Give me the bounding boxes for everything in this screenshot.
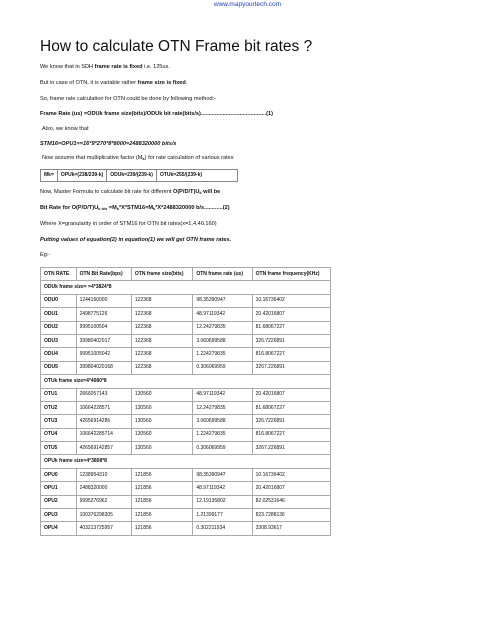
table-cell: 98.35390947 <box>193 294 252 307</box>
table-cell: 3.060699588 <box>193 334 252 347</box>
table-row <box>41 361 331 374</box>
intro-line-2: But in case of OTN, it is variable rather frame size is fixed. <box>40 80 188 86</box>
intro-line-1: We know that in SDH frame rate is fixed i.e. 125us. <box>40 64 170 70</box>
table-section-row <box>41 455 331 468</box>
section-label: OPUk frame size=4*3808*8 <box>41 455 331 468</box>
table-cell: 3.060699588 <box>193 415 252 428</box>
table-cell: 81.68067227 <box>252 401 330 414</box>
table-cell: 81.68067227 <box>252 321 330 334</box>
table-row <box>41 321 331 334</box>
table-cell: 399804020168 <box>76 361 131 374</box>
table-cell: 106642285714 <box>76 428 131 441</box>
putting-values-text: Putting values of equation(2) in equation(1) we will get OTN frame rates. <box>40 237 232 243</box>
table-cell: 130560 <box>131 415 192 428</box>
master-formula-text: Now, Master Formula to calculate bit rate for different $O(P/D/T)U_k$ will be <box>40 189 221 195</box>
example-label: Eg:- <box>40 252 51 258</box>
table-cell: ODU0 <box>41 294 77 307</box>
table-row <box>41 334 331 347</box>
table-cell: OPU2 <box>41 495 77 508</box>
stm16-equation: STM16=OPU1==16*9*270*8*8000=2488320000 bits/s <box>40 141 177 147</box>
also-know-text: Also, we know that <box>42 126 89 132</box>
table-cell: 122368 <box>131 294 192 307</box>
table-cell: 326.7226891 <box>252 415 330 428</box>
table-cell: OTU2 <box>41 401 77 414</box>
bit-rate-formula: Bit Rate for $O(P/D/T)U_{k b/s} =M_k*X*STM16=M_k*X*2488320000$ b/s............(2) <box>40 205 230 211</box>
table-cell: 100376298305 <box>76 509 131 522</box>
table-cell: 0.302211934 <box>193 522 252 535</box>
frame-rate-formula: Frame Rate (us) =ODUk frame size(bits)/ODUk bit rate(bits/s)..........................................(1) <box>40 111 273 117</box>
table-row <box>41 388 331 401</box>
table-cell: 39980402017 <box>76 334 131 347</box>
table-cell: 403213725957 <box>76 522 131 535</box>
table-cell: 823.7288136 <box>252 509 330 522</box>
table-cell: ODU2 <box>41 321 77 334</box>
table-cell: 122368 <box>131 361 192 374</box>
table-cell: 82.02531646 <box>252 495 330 508</box>
table-row <box>41 308 331 321</box>
table-cell: 10.16736402 <box>252 468 330 481</box>
table-cell: 48.97119342 <box>193 388 252 401</box>
table-cell: 20.42016807 <box>252 388 330 401</box>
col-frame-rate: OTN frame rate (us) <box>193 268 252 281</box>
table-cell: 130560 <box>131 442 192 455</box>
website-link[interactable]: www.mapyourtech.com <box>213 1 282 8</box>
table-cell: 20.42016807 <box>252 308 330 321</box>
table-cell: 122368 <box>131 348 192 361</box>
table-cell: 130560 <box>131 401 192 414</box>
col-otn-rate: OTN RATE <box>41 268 77 281</box>
col-bit-rate: OTN Bit Rate(bps) <box>76 268 131 281</box>
col-frame-size: OTN frame size(bits) <box>131 268 192 281</box>
table-row <box>41 509 331 522</box>
table-cell: OPU0 <box>41 468 77 481</box>
table-cell: 48.97119342 <box>193 482 252 495</box>
table-cell: 1.224279835 <box>193 428 252 441</box>
table-cell: 1.21399177 <box>193 509 252 522</box>
otn-rates-table <box>40 267 331 536</box>
table-cell: 20.42016807 <box>252 482 330 495</box>
table-cell: OTU5 <box>41 442 77 455</box>
table-cell: 2498775126 <box>76 308 131 321</box>
multiplicative-factor-text: Now assume that multiplicative factor $(M_k)$ for rate calculation of various rates <box>42 155 234 161</box>
table-cell: ODU3 <box>41 334 77 347</box>
section-label: OTUk frame size=4*4080*8 <box>41 375 331 388</box>
table-cell: 9995100504 <box>76 321 131 334</box>
table-cell: 12.24279835 <box>193 321 252 334</box>
table-cell: 130560 <box>131 428 192 441</box>
table-cell: 99951005042 <box>76 348 131 361</box>
table-cell: OTU3 <box>41 415 77 428</box>
table-cell: 9995276962 <box>76 495 131 508</box>
table-cell: 98.35390947 <box>193 468 252 481</box>
mk-box-label: Mk= <box>41 170 58 181</box>
table-cell: 2488320000 <box>76 482 131 495</box>
table-cell: 0.306069959 <box>193 442 252 455</box>
table-row <box>41 415 331 428</box>
table-row <box>41 482 331 495</box>
table-cell: 121856 <box>131 495 192 508</box>
table-cell: 1.224279835 <box>193 348 252 361</box>
table-row <box>41 294 331 307</box>
table-row <box>41 495 331 508</box>
table-cell: OTU4 <box>41 428 77 441</box>
table-section-row <box>41 375 331 388</box>
col-frame-frequency: OTN frame frequency(KHz) <box>252 268 330 281</box>
section-label: ODUk frame size= =4*3824*8 <box>41 281 331 294</box>
table-row <box>41 428 331 441</box>
table-cell: OTU1 <box>41 388 77 401</box>
table-cell: 121856 <box>131 468 192 481</box>
table-row <box>41 401 331 414</box>
table-cell: 122368 <box>131 321 192 334</box>
table-cell: 42656914286 <box>76 415 131 428</box>
table-cell: 3267.226891 <box>252 442 330 455</box>
table-cell: ODU1 <box>41 308 77 321</box>
table-row <box>41 348 331 361</box>
table-cell: 121856 <box>131 482 192 495</box>
table-cell: 426569142857 <box>76 442 131 455</box>
intro-line-3: So, frame rate calculation for OTN could be done by following method:- <box>40 96 216 102</box>
table-section-row <box>41 281 331 294</box>
table-cell: 122368 <box>131 308 192 321</box>
table-cell: 12.24279835 <box>193 401 252 414</box>
table-cell: 121856 <box>131 522 192 535</box>
mk-box-otuk: OTUk=255/(239-k) <box>159 172 203 178</box>
mk-box-opuk: OPUk=(238/239-k) <box>58 170 107 181</box>
granularity-text: Where X=granularity in order of STM16 for OTN bit rates(x=1,4,40,160) <box>40 221 217 227</box>
table-cell: ODU4 <box>41 348 77 361</box>
table-row <box>41 468 331 481</box>
table-cell: 130560 <box>131 388 192 401</box>
table-header-row <box>41 268 331 281</box>
mk-factor-boxes <box>40 169 238 182</box>
table-cell: 10664228571 <box>76 401 131 414</box>
table-cell: 122368 <box>131 334 192 347</box>
table-cell: OPU4 <box>41 522 77 535</box>
table-row <box>41 522 331 535</box>
table-cell: 12.19135802 <box>193 495 252 508</box>
table-cell: 2666057143 <box>76 388 131 401</box>
table-cell: 10.16736402 <box>252 294 330 307</box>
table-cell: 121856 <box>131 509 192 522</box>
mk-box-oduk: ODUk=239/(239-k) <box>107 170 157 181</box>
table-cell: 3267.226891 <box>252 361 330 374</box>
table-cell: 1238954310 <box>76 468 131 481</box>
table-cell: 816.8067227 <box>252 348 330 361</box>
table-cell: 816.8067227 <box>252 428 330 441</box>
article-body <box>40 64 460 536</box>
table-cell: ODU5 <box>41 361 77 374</box>
table-cell: 48.97119342 <box>193 308 252 321</box>
page-title: How to calculate OTN Frame bit rates ? <box>40 38 313 55</box>
table-cell: OPU3 <box>41 509 77 522</box>
table-cell: 1244160000 <box>76 294 131 307</box>
table-cell: 326.7226891 <box>252 334 330 347</box>
table-cell: 3308.93617 <box>252 522 330 535</box>
table-row <box>41 442 331 455</box>
table-cell: OPU1 <box>41 482 77 495</box>
table-cell: 0.306069959 <box>193 361 252 374</box>
table-body <box>41 281 331 535</box>
